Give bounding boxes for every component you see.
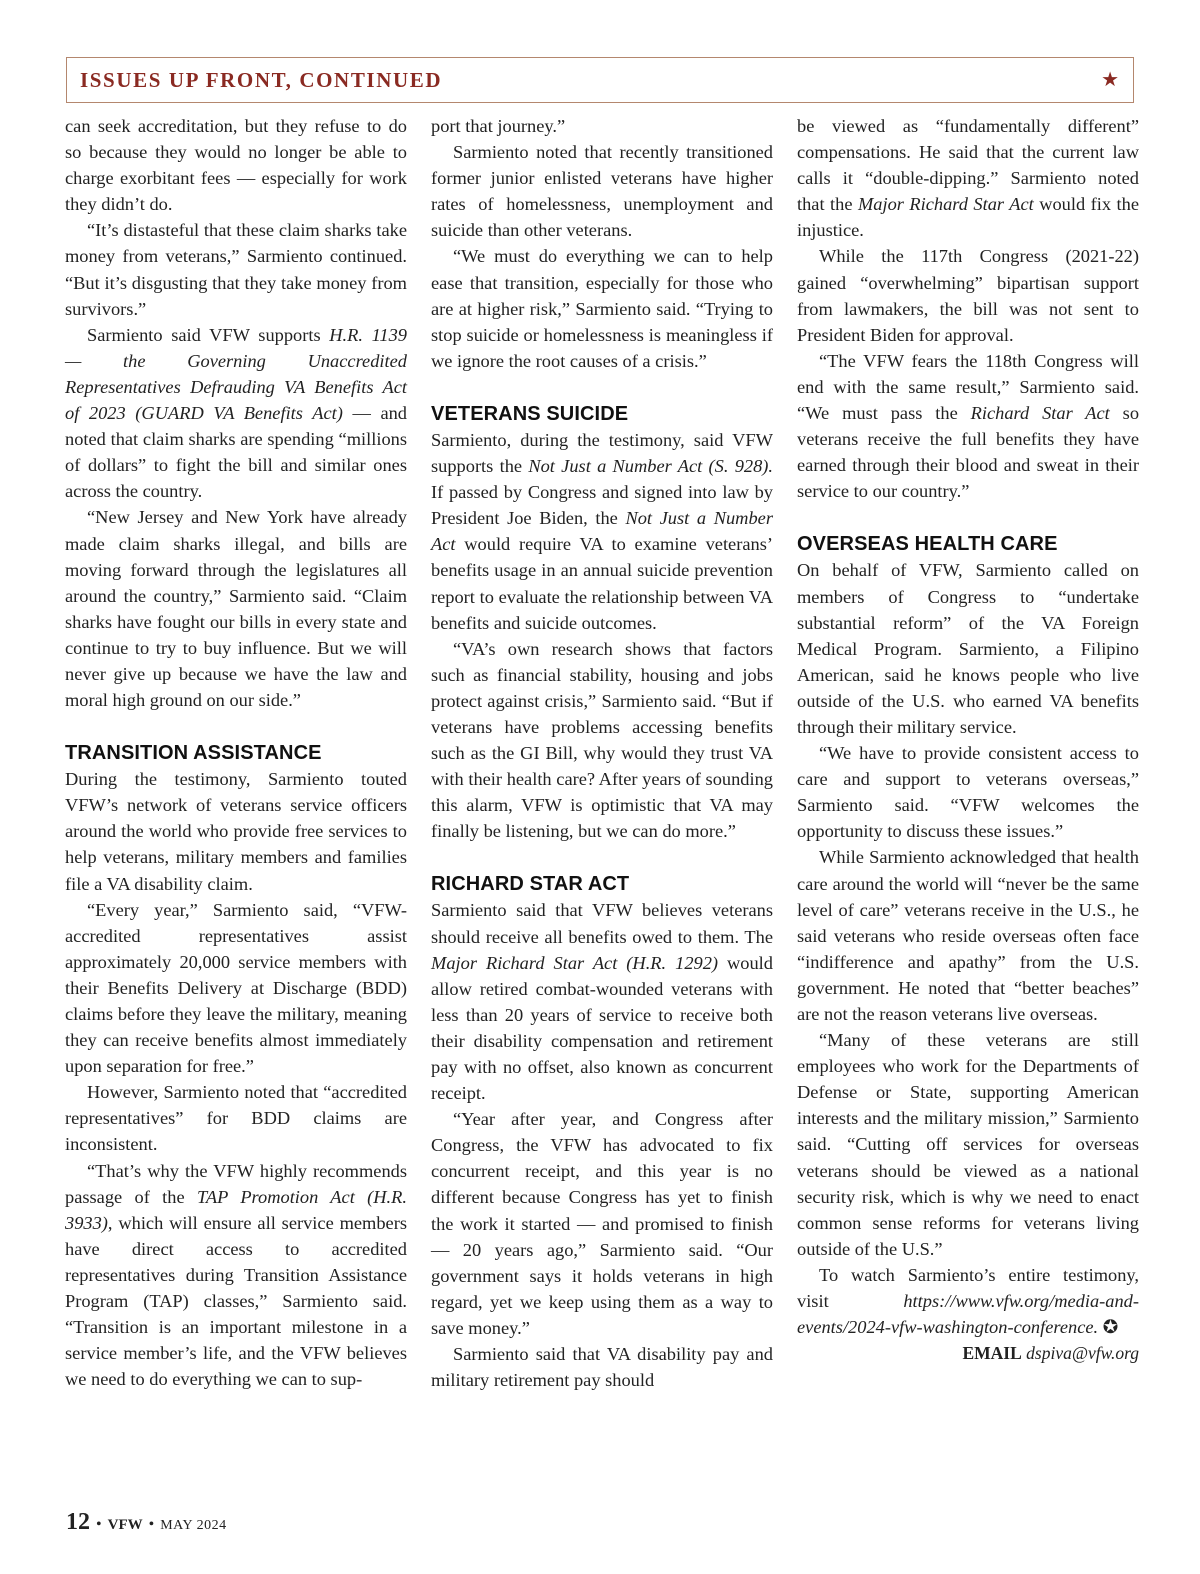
- paragraph: “It’s distasteful that these claim sharks take money from veterans,” Sarmiento continued. “But it’s disgusting that they take money from survivors.”: [65, 220, 407, 319]
- issue-date: MAY 2024: [160, 1518, 227, 1533]
- star-icon: ★: [1101, 69, 1119, 91]
- section-heading: TRANSITION ASSISTANCE: [65, 742, 322, 765]
- paragraph: “We have to provide consistent access to care and support to veterans overseas,” Sarmiento said. “VFW welcomes the opportunity to discuss these issues.”: [797, 743, 1139, 842]
- paragraph: On behalf of VFW, Sarmiento called on members of Congress to “undertake substantial reform” of the VA Foreign Medical Program. Sarmiento, a Filipino American, said he knows people who live outside of the U.S. who earned VA benefits through their military service.: [797, 560, 1139, 737]
- article-column-2: [431, 113, 773, 1393]
- section-heading: VETERANS SUICIDE: [431, 402, 629, 425]
- bill-name: TAP Promotion Act (H.R. 3933): [65, 1186, 407, 1233]
- paragraph: “We must do everything we can to help ease that transition, especially for those who are at higher risk,” Sarmiento said. “Trying to stop suicide or homelessness is meaningless if we ignore the root causes of a crisis.”: [431, 246, 773, 371]
- article-column-1: [65, 113, 407, 1392]
- bill-name: Richard Star Act: [970, 403, 1110, 424]
- paragraph: Sarmiento, during the testimony, said VFW supports the Not Just a Number Act (S. 928). If passed by Congress and signed into law by President Joe Biden, the Not Just a Number Act would require VA to examine veterans’ benefits usage in an annual suicide prevention report to evaluate the relationship between VA benefits and suicide outcomes.: [431, 429, 773, 633]
- section-heading: RICHARD STAR ACT: [431, 873, 630, 896]
- paragraph: “Many of these veterans are still employees who work for the Departments of Defense or State, supporting American interests and the military mission,” Sarmiento said. “Cutting off services for overseas veterans should be viewed as a national security risk, which is why we need to enact common sense reforms for veterans living outside of the U.S.”: [797, 1030, 1139, 1259]
- bill-name: Major Richard Star Act: [857, 194, 1034, 215]
- paragraph: Sarmiento noted that recently transitioned former junior enlisted veterans have higher rates of homelessness, unemployment and suicide than other veterans.: [431, 142, 773, 241]
- paragraph: “Every year,” Sarmiento said, “VFW-accredited representatives assist approximately 20,000 service members with their Benefits Delivery at Discharge (BDD) claims before they leave the military, meaning they can receive benefits almost immediately upon separation for free.”: [65, 899, 407, 1077]
- paragraph: To watch Sarmiento’s entire testimony, visit https://www.vfw.org/media-and-events/2024-vfw-washington-conference. ✪: [797, 1264, 1139, 1338]
- section-banner: [66, 57, 1134, 103]
- section-title: ISSUES UP FRONT, CONTINUED: [80, 67, 443, 92]
- paragraph: “Year after year, and Congress after Congress, the VFW has advocated to fix concurrent receipt, and this year is no different because Congress has yet to finish the work it started — and promised to finish — 20 years ago,” Sarmiento said. “Our government says it holds veterans in high regard, yet we keep using them as a way to save money.”: [431, 1109, 773, 1338]
- section-heading: OVERSEAS HEALTH CARE: [797, 533, 1058, 556]
- paragraph: Sarmiento said that VFW believes veterans should receive all benefits owed to them. The Major Richard Star Act (H.R. 1292) would allow retired combat-wounded veterans with less than 20 years of service to receive both their disability compensation and retirement pay with no offset, also known as concurrent receipt.: [431, 900, 773, 1104]
- paragraph: port that journey.”: [431, 116, 566, 136]
- bullet-separator: •: [96, 1516, 102, 1533]
- paragraph: “New Jersey and New York have already made claim sharks illegal, and bills are moving forward through the legislatures all around the country,” Sarmiento said. “Claim sharks have fought our bills in every state and continue to try to buy influence. But we will never give up because we have the law and moral high ground on our side.”: [65, 507, 407, 711]
- author-email: [797, 1340, 1139, 1366]
- paragraph: While Sarmiento acknowledged that health care around the world will “never be the same level of care” veterans receive in the U.S., he said veterans who reside overseas often face “indifference and apathy” from the U.S. government. He noted that “better beaches” are not the reason veterans live overseas.: [797, 847, 1139, 1024]
- bill-name: Not Just a Number Act: [431, 508, 773, 555]
- bullet-separator: •: [148, 1516, 155, 1533]
- email-link[interactable]: dspiva@vfw.org: [1026, 1343, 1139, 1364]
- paragraph: However, Sarmiento noted that “accredited representatives” for BDD claims are inconsistent.: [65, 1082, 407, 1155]
- paragraph: During the testimony, Sarmiento touted VFW’s network of veterans service officers around the world who provide free services to help veterans, military members and families file a VA disability claim.: [65, 769, 407, 894]
- bill-name: H.R. 1139 — the Governing Unaccredited Representatives Defrauding VA Benefits Act of 2023 (GUARD VA Benefits Act): [65, 324, 407, 424]
- testimony-link[interactable]: https://www.vfw.org/media-and-events/2024-vfw-washington-conference.: [797, 1291, 1139, 1338]
- paragraph: “The VFW fears the 118th Congress will end with the same result,” Sarmiento said. “We must pass the Richard Star Act so veterans receive the full benefits they have earned through their blood and sweat in their service to our country.”: [797, 350, 1140, 502]
- paragraph: “VA’s own research shows that factors such as financial stability, housing and jobs protect against crisis,” Sarmiento said. “But if veterans have problems accessing benefits such as the GI Bill, why would they trust VA with their health care? After years of sounding this alarm, VFW is optimistic that VA may finally be listening, but we can do more.”: [431, 638, 773, 842]
- end-mark-icon: ✪: [1102, 1317, 1119, 1338]
- bill-name: Major Richard Star Act (H.R. 1292): [431, 952, 719, 973]
- paragraph: While the 117th Congress (2021-22) gained “overwhelming” bipartisan support from lawmakers, the bill was not sent to President Biden for approval.: [797, 246, 1139, 345]
- paragraph: can seek accreditation, but they refuse to do so because they would no longer be able to charge exorbitant fees — especially for work they didn’t do.: [65, 116, 407, 215]
- article-column-3: [797, 113, 1139, 1366]
- paragraph: “That’s why the VFW highly recommends passage of the TAP Promotion Act (H.R. 3933), which will ensure all service members have direct access to accredited representatives during Transition Assistance Program (TAP) classes,” Sarmiento said. “Transition is an important milestone in a service member’s life, and the VFW believes we need to do everything we can to sup-: [65, 1160, 407, 1390]
- paragraph: be viewed as “fundamentally different” compensations. He said that the current law calls it “double-dipping.” Sarmiento noted that the Major Richard Star Act would fix the injustice.: [797, 116, 1139, 241]
- bill-name: Not Just a Number Act (S. 928).: [528, 456, 773, 477]
- email-label: EMAIL: [962, 1343, 1022, 1364]
- paragraph: Sarmiento said that VA disability pay and military retirement pay should: [431, 1344, 773, 1391]
- page-footer: [66, 1509, 227, 1536]
- magazine-name: VFW: [107, 1517, 143, 1533]
- page-number: 12: [66, 1509, 90, 1535]
- paragraph: Sarmiento said VFW supports H.R. 1139 — the Governing Unaccredited Representatives Defrauding VA Benefits Act of 2023 (GUARD VA Benefits Act) — and noted that claim sharks are spending “millions of dollars” to fight the bill and similar ones across the country.: [65, 324, 407, 502]
